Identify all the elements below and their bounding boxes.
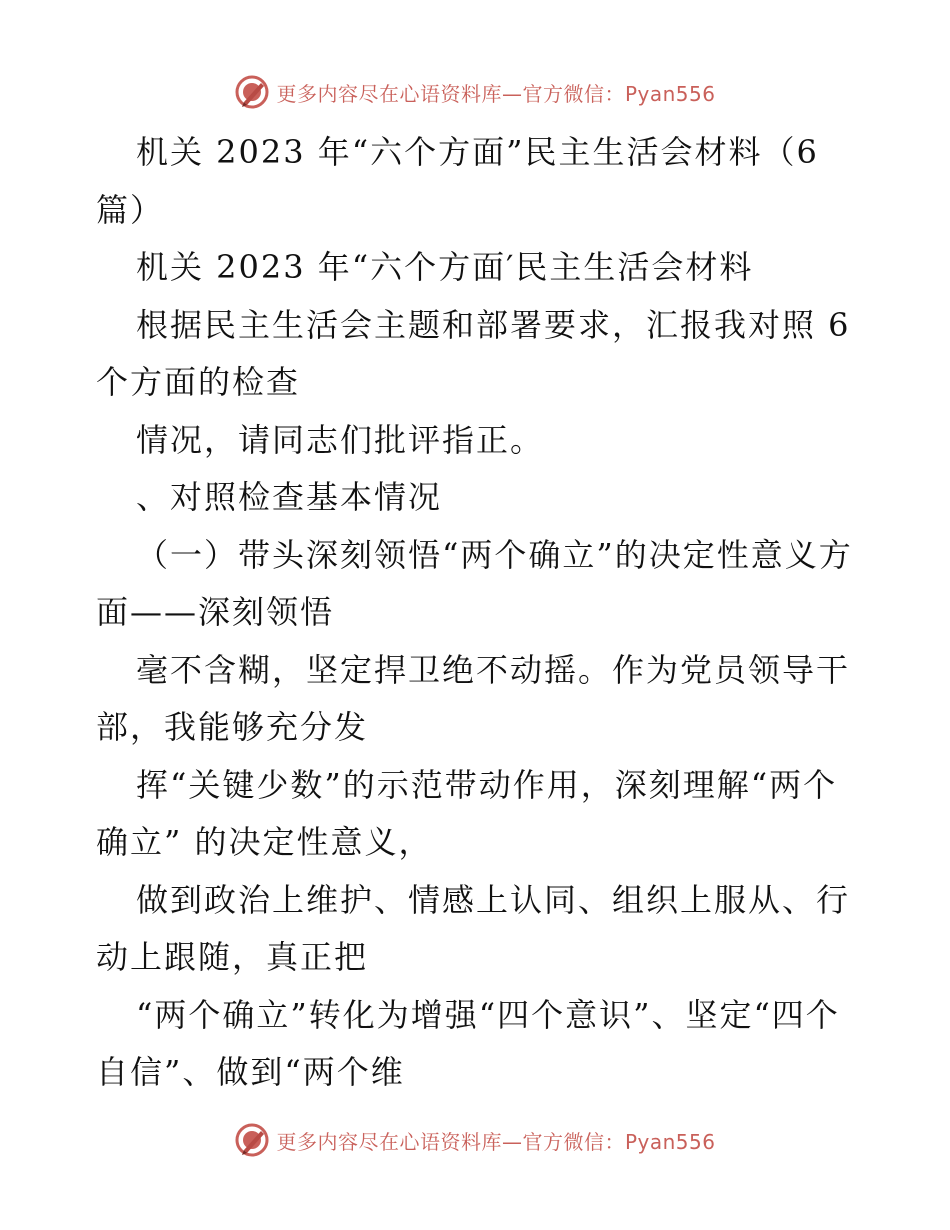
watermark-text: 更多内容尽在心语资料库—官方微信：Pyan556 — [276, 1129, 716, 1154]
pen-logo-icon — [234, 74, 270, 110]
paragraph: 情况，请同志们批评指正。 — [136, 420, 545, 459]
section-subtitle: 机关 2023 年“六个方面′民主生活会材料 — [136, 248, 754, 286]
subsection-heading: （一）带头深刻领悟“两个确立”的决定性意义方面——深刻领悟 — [96, 535, 853, 631]
paragraph: 毫不含糊，坚定捍卫绝不动摇。作为党员领导干部，我能够充分发 — [96, 650, 851, 746]
paragraph: 挥“关键少数”的示范带动作用，深刻理解“两个确立” 的决定性意义， — [96, 765, 838, 861]
document-title: 机关 2023 年“六个方面”民主生活会材料（6篇） — [96, 133, 819, 229]
paragraph: “两个确立”转化为增强“四个意识”、坚定“四个自信”、做到“两个维 — [96, 995, 840, 1091]
paragraph: 做到政治上维护、情感上认同、组织上服从、行动上跟随，真正把 — [96, 880, 851, 976]
pen-logo-icon — [234, 1122, 270, 1158]
section-heading: 、对照检查基本情况 — [136, 478, 443, 516]
paragraph: 根据民主生活会主题和部署要求，汇报我对照 6个方面的检查 — [96, 305, 851, 401]
watermark-text: 更多内容尽在心语资料库—官方微信：Pyan556 — [276, 81, 716, 106]
footer-watermark — [0, 1120, 950, 1160]
document-body — [96, 124, 856, 1102]
header-watermark — [0, 72, 950, 112]
